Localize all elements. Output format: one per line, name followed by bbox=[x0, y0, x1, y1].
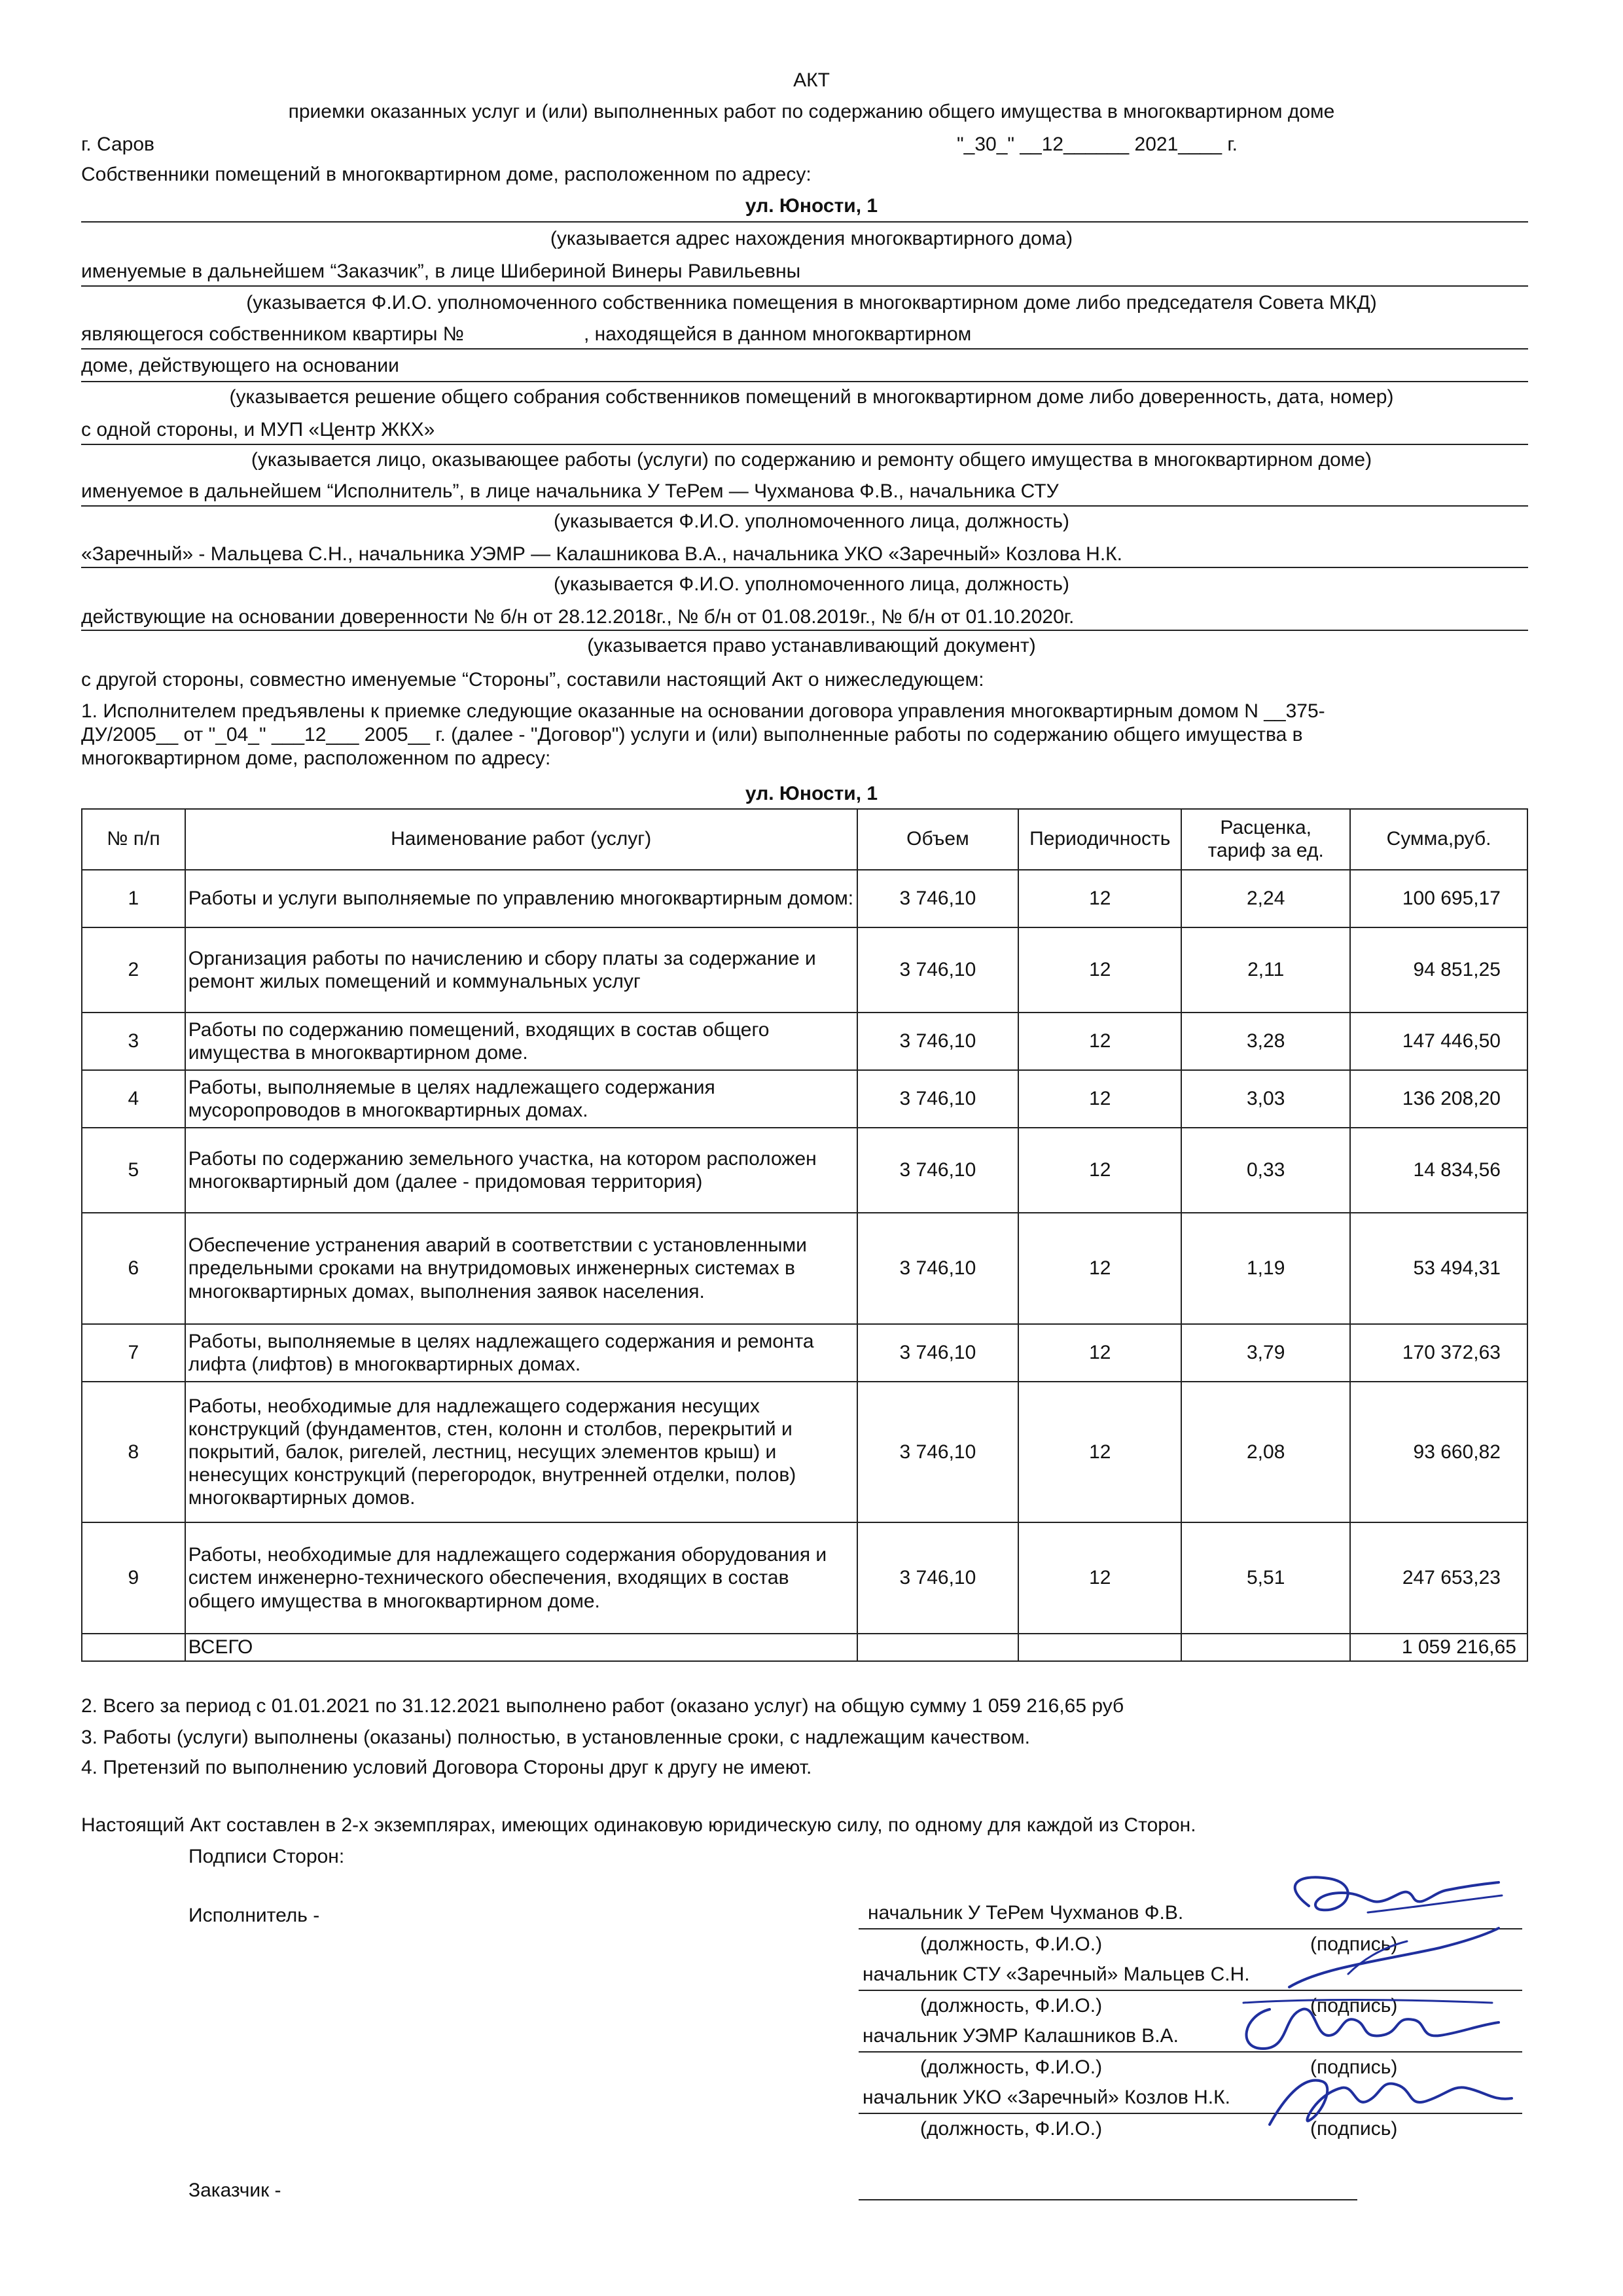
table-row bbox=[82, 1128, 1527, 1213]
periodicity: 12 bbox=[1018, 927, 1181, 1013]
sum: 53 494,31 bbox=[1350, 1213, 1527, 1324]
divider bbox=[81, 567, 1528, 568]
volume: 3 746,10 bbox=[857, 1382, 1019, 1522]
owners-line: Собственники помещений в многоквартирном доме, расположенном по адресу: bbox=[81, 164, 812, 185]
total-sum: 1 059 216,65 bbox=[1350, 1634, 1527, 1661]
volume: 3 746,10 bbox=[857, 870, 1019, 927]
persons-line: «Заречный» - Мальцева С.Н., начальника УЭМР — Калашникова В.А., начальника УКО «Заречный» Козлова Н.К. bbox=[81, 543, 1122, 565]
works-table bbox=[81, 808, 1528, 1662]
position-hint: (должность, Ф.И.О.) bbox=[920, 2118, 1103, 2140]
periodicity: 12 bbox=[1018, 1522, 1181, 1634]
row-number: 7 bbox=[82, 1324, 185, 1382]
clause-4: 4. Претензий по выполнению условий Договора Стороны друг к другу не имеют. bbox=[81, 1757, 812, 1778]
signature-hint: (подпись) bbox=[1310, 1995, 1398, 2017]
other-side-line: с другой стороны, совместно именуемые “Стороны”, составили настоящий Акт о нижеследующем: bbox=[81, 669, 984, 691]
volume: 3 746,10 bbox=[857, 1324, 1019, 1382]
row-number: 1 bbox=[82, 870, 185, 927]
divider bbox=[81, 381, 1528, 382]
work-name: Работы и услуги выполняемые по управлению многоквартирным домом: bbox=[185, 870, 857, 927]
rate: 2,08 bbox=[1181, 1382, 1350, 1522]
col-header-volume: Объем bbox=[857, 809, 1019, 870]
signer-position: начальник СТУ «Заречный» Мальцев С.Н. bbox=[863, 1964, 1250, 1985]
work-name: Работы по содержанию помещений, входящих в состав общего имущества в многоквартирном доме. bbox=[185, 1013, 857, 1070]
divider bbox=[81, 221, 1528, 223]
house-address: ул. Юности, 1 bbox=[745, 195, 878, 217]
divider bbox=[81, 505, 1528, 507]
clause-1-line-2: ДУ/2005__ от "_04_" ___12___ 2005__ г. (далее - "Договор") услуги и (или) выполненные работы по содержанию общего имущества в bbox=[81, 724, 1303, 745]
row-number: 3 bbox=[82, 1013, 185, 1070]
work-name: Организация работы по начислению и сбору платы за содержание и ремонт жилых помещений и коммунальных услуг bbox=[185, 927, 857, 1013]
divider bbox=[81, 285, 1528, 287]
signer-position: начальник УЭМР Калашников В.А. bbox=[863, 2025, 1179, 2047]
volume: 3 746,10 bbox=[857, 1522, 1019, 1634]
col-header-name: Наименование работ (услуг) bbox=[185, 809, 857, 870]
work-name: Работы, выполняемые в целях надлежащего содержания мусоропроводов в многоквартирных домах. bbox=[185, 1070, 857, 1128]
periodicity: 12 bbox=[1018, 1013, 1181, 1070]
clause-2: 2. Всего за период с 01.01.2021 по 31.12.2021 выполнено работ (оказано услуг) на общую сумму 1 059 216,65 руб bbox=[81, 1695, 1124, 1717]
rate: 3,79 bbox=[1181, 1324, 1350, 1382]
table-row bbox=[82, 870, 1527, 927]
table-total-row bbox=[82, 1634, 1527, 1661]
divider bbox=[81, 348, 1528, 350]
sum: 93 660,82 bbox=[1350, 1382, 1527, 1522]
clause-3: 3. Работы (услуги) выполнены (оказаны) полностью, в установленные сроки, с надлежащим качеством. bbox=[81, 1727, 1030, 1748]
volume: 3 746,10 bbox=[857, 1013, 1019, 1070]
signer-position: начальник УКО «Заречный» Козлов Н.К. bbox=[863, 2087, 1230, 2108]
periodicity: 12 bbox=[1018, 1324, 1181, 1382]
signatures-title: Подписи Сторон: bbox=[188, 1846, 345, 1867]
rate: 3,03 bbox=[1181, 1070, 1350, 1128]
sum: 94 851,25 bbox=[1350, 927, 1527, 1013]
col-header-periodicity: Периодичность bbox=[1018, 809, 1181, 870]
clause-1-line-3: многоквартирном доме, расположенном по адресу: bbox=[81, 747, 551, 769]
rate: 3,28 bbox=[1181, 1013, 1350, 1070]
power-hint: (указывается право устанавливающий документ) bbox=[587, 635, 1036, 656]
work-name: Работы, необходимые для надлежащего содержания несущих конструкций (фундаментов, стен, колонн и столбов, перекрытий и покрытий, балок, ригелей, лестниц, несущих элементов крыш) и ненесущих конструкций (перегородок, внутренней отделки, полов) многоквартирных домов. bbox=[185, 1382, 857, 1522]
sum: 136 208,20 bbox=[1350, 1070, 1527, 1128]
clause-1-line-1: 1. Исполнителем предъявлены к приемке следующие оказанные на основании договора управления многоквартирным домом N __375- bbox=[81, 700, 1325, 722]
copies-note: Настоящий Акт составлен в 2-х экземплярах, имеющих одинаковую юридическую силу, по одному для каждой из Сторон. bbox=[81, 1814, 1196, 1836]
signature-hint: (подпись) bbox=[1310, 2056, 1398, 2078]
total-cell-empty bbox=[1181, 1634, 1350, 1661]
basis-hint: (указывается решение общего собрания собственников помещений в многоквартирном доме либо доверенность, дата, номер) bbox=[229, 386, 1394, 408]
table-row bbox=[82, 1382, 1527, 1522]
act-subtitle: приемки оказанных услуг и (или) выполненных работ по содержанию общего имущества в многоквартирном доме bbox=[288, 101, 1335, 122]
table-header-row bbox=[82, 809, 1527, 870]
table-address: ул. Юности, 1 bbox=[745, 783, 878, 804]
col-header-number: № п/п bbox=[82, 809, 185, 870]
owner-apartment: являющегося собственником квартиры № bbox=[81, 323, 464, 345]
customer-signature-line bbox=[859, 2199, 1357, 2200]
signature-hint: (подпись) bbox=[1310, 1933, 1398, 1955]
volume: 3 746,10 bbox=[857, 1128, 1019, 1213]
work-name: Работы, выполняемые в целях надлежащего содержания и ремонта лифта (лифтов) в многоквартирных домах. bbox=[185, 1324, 857, 1382]
row-number: 4 bbox=[82, 1070, 185, 1128]
position-hint: (должность, Ф.И.О.) bbox=[920, 1995, 1103, 2017]
handwritten-signature bbox=[1230, 1990, 1505, 2062]
col-header-sum: Сумма,руб. bbox=[1350, 809, 1527, 870]
position-hint: (должность, Ф.И.О.) bbox=[920, 1933, 1103, 1955]
basis-line: доме, действующего на основании bbox=[81, 355, 399, 376]
work-name: Работы по содержанию земельного участка, на котором расположен многоквартирный дом (далее - придомовая территория) bbox=[185, 1128, 857, 1213]
handwritten-signature bbox=[1257, 2062, 1518, 2134]
table-row bbox=[82, 1213, 1527, 1324]
row-number: 5 bbox=[82, 1128, 185, 1213]
row-number: 2 bbox=[82, 927, 185, 1013]
person-hint: (указывается Ф.И.О. уполномоченного лица, должность) bbox=[553, 573, 1070, 595]
divider bbox=[81, 630, 1528, 631]
total-cell-empty bbox=[857, 1634, 1019, 1661]
sum: 14 834,56 bbox=[1350, 1128, 1527, 1213]
volume: 3 746,10 bbox=[857, 1070, 1019, 1128]
row-number: 8 bbox=[82, 1382, 185, 1522]
customer-hint: (указывается Ф.И.О. уполномоченного собственника помещения в многоквартирном доме либо председателя Совета МКД) bbox=[246, 292, 1377, 314]
work-name: Обеспечение устранения аварий в соответствии с установленными предельными сроками на внутридомовых инженерных системах в многоквартирных домах, выполнения заявок населения. bbox=[185, 1213, 857, 1324]
sum: 100 695,17 bbox=[1350, 870, 1527, 927]
rate: 5,51 bbox=[1181, 1522, 1350, 1634]
rate: 2,24 bbox=[1181, 870, 1350, 927]
periodicity: 12 bbox=[1018, 870, 1181, 927]
periodicity: 12 bbox=[1018, 1382, 1181, 1522]
customer-line: именуемые в дальнейшем “Заказчик”, в лице Шибериной Винеры Равильевны bbox=[81, 260, 801, 282]
rate: 2,11 bbox=[1181, 927, 1350, 1013]
contractor-hint: (указывается лицо, оказывающее работы (услуги) по содержанию и ремонту общего имущества в многоквартирном доме) bbox=[251, 449, 1372, 471]
table-row bbox=[82, 927, 1527, 1013]
signer-position: начальник У ТеРем Чухманов Ф.В. bbox=[868, 1902, 1184, 1924]
table-row bbox=[82, 1070, 1527, 1128]
act-title: АКТ bbox=[793, 69, 830, 91]
row-number: 9 bbox=[82, 1522, 185, 1634]
customer-label: Заказчик - bbox=[188, 2179, 281, 2201]
col-header-rate: Расценка, тариф за ед. bbox=[1181, 809, 1350, 870]
rate: 1,19 bbox=[1181, 1213, 1350, 1324]
total-label: ВСЕГО bbox=[185, 1634, 857, 1661]
periodicity: 12 bbox=[1018, 1070, 1181, 1128]
address-hint: (указывается адрес нахождения многоквартирного дома) bbox=[550, 228, 1073, 249]
owner-apartment-tail: , находящейся в данном многоквартирном bbox=[584, 323, 972, 345]
sum: 170 372,63 bbox=[1350, 1324, 1527, 1382]
rate: 0,33 bbox=[1181, 1128, 1350, 1213]
table-row bbox=[82, 1013, 1527, 1070]
periodicity: 12 bbox=[1018, 1128, 1181, 1213]
power-of-attorney-line: действующие на основании доверенности № б/н от 28.12.2018г., № б/н от 01.08.2019г., № б/н от 01.10.2020г. bbox=[81, 606, 1075, 628]
position-hint: (должность, Ф.И.О.) bbox=[920, 2056, 1103, 2078]
total-cell-empty bbox=[82, 1634, 185, 1661]
contractor-line: именуемое в дальнейшем “Исполнитель”, в лице начальника У ТеРем — Чухманова Ф.В., начальника СТУ bbox=[81, 480, 1059, 502]
person-hint: (указывается Ф.И.О. уполномоченного лица, должность) bbox=[553, 511, 1070, 532]
volume: 3 746,10 bbox=[857, 1213, 1019, 1324]
city: г. Саров bbox=[81, 134, 154, 155]
row-number: 6 bbox=[82, 1213, 185, 1324]
table-row bbox=[82, 1522, 1527, 1634]
handwritten-signature bbox=[1270, 1922, 1505, 1994]
act-date: "_30_" __12______ 2021____ г. bbox=[957, 134, 1238, 155]
sum: 247 653,23 bbox=[1350, 1522, 1527, 1634]
work-name: Работы, необходимые для надлежащего содержания оборудования и систем инженерно-технического обеспечения, входящих в состав общего имущества в многоквартирном доме. bbox=[185, 1522, 857, 1634]
table-row bbox=[82, 1324, 1527, 1382]
divider bbox=[81, 444, 1528, 445]
sum: 147 446,50 bbox=[1350, 1013, 1527, 1070]
signature-hint: (подпись) bbox=[1310, 2118, 1398, 2140]
periodicity: 12 bbox=[1018, 1213, 1181, 1324]
volume: 3 746,10 bbox=[857, 927, 1019, 1013]
one-side-line: с одной стороны, и МУП «Центр ЖКХ» bbox=[81, 419, 435, 440]
executor-label: Исполнитель - bbox=[188, 1905, 320, 1926]
total-cell-empty bbox=[1018, 1634, 1181, 1661]
